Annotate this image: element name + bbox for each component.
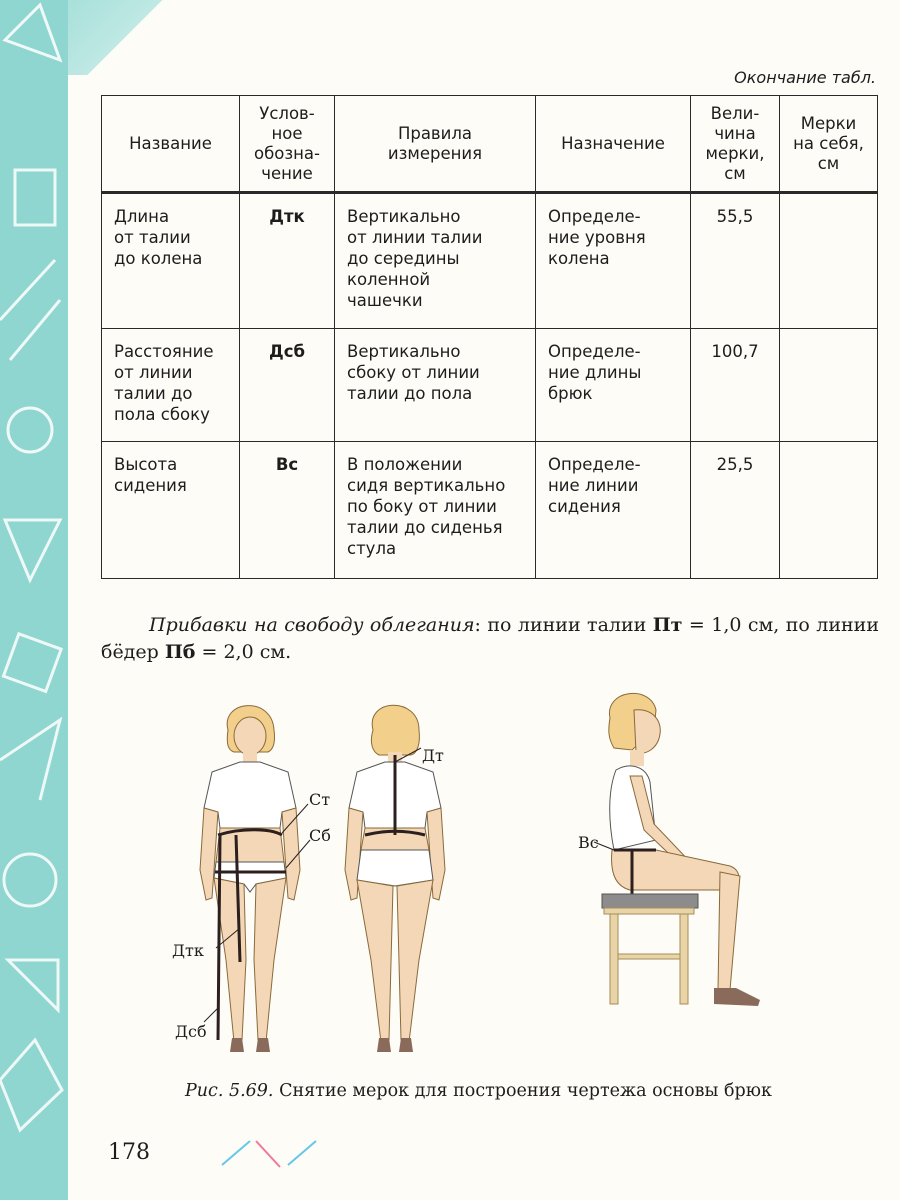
table-row	[102, 329, 878, 442]
cell-rule: Вертикально от линии талии до середины коленной чашечки	[335, 193, 536, 329]
decorative-corner-band	[68, 0, 163, 75]
decorative-slash-lines-icon	[220, 1135, 330, 1175]
cell-purpose: Определе- ние длины брюк	[536, 329, 691, 442]
cell-rule: В положении сидя вертикально по боку от линии талии до сиденья стула	[335, 442, 536, 579]
figure-caption-text: Снятие мерок для построения чертежа основы брюк	[273, 1081, 772, 1101]
measurement-figure-illustration	[150, 690, 830, 1070]
cell-code: Вс	[240, 442, 335, 579]
header-value: Вели- чина мерки, см	[691, 96, 780, 193]
table-row	[102, 442, 878, 579]
header-name: Название	[102, 96, 240, 193]
sitting-figure	[594, 693, 760, 1006]
cell-value: 100,7	[691, 329, 780, 442]
table-row	[102, 193, 878, 329]
label-dtk: Дтк	[172, 941, 204, 960]
allowance-text-3: = 2,0 см.	[195, 641, 292, 663]
cell-name: Длина от талии до колена	[102, 193, 240, 329]
cell-code: Дтк	[240, 193, 335, 329]
header-own: Мерки на себя, см	[780, 96, 878, 193]
cell-purpose: Определе- ние уровня колена	[536, 193, 691, 329]
figure-caption	[185, 1081, 772, 1101]
cell-purpose: Определе- ние линии сидения	[536, 442, 691, 579]
cell-value: 55,5	[691, 193, 780, 329]
cell-own[interactable]	[780, 442, 878, 579]
page-number: 178	[108, 1140, 150, 1165]
label-sb: Сб	[309, 826, 331, 845]
allowance-text-2: = 1,0 см, по линии бёдер	[101, 614, 880, 663]
cell-own[interactable]	[780, 329, 878, 442]
cell-name: Расстояние от линии талии до пола сбоку	[102, 329, 240, 442]
geometric-pattern-icon	[0, 0, 68, 1200]
cell-name: Высота сидения	[102, 442, 240, 579]
cell-own[interactable]	[780, 193, 878, 329]
figure-caption-number: Рис. 5.69.	[185, 1081, 274, 1101]
allowance-paragraph	[101, 612, 879, 666]
decorative-side-strip	[0, 0, 68, 1200]
pb-label: Пб	[164, 641, 196, 663]
table-header-row	[102, 96, 878, 193]
allowance-text-1: : по линии талии	[474, 614, 653, 636]
header-purpose: Назначение	[536, 96, 691, 193]
measurements-table	[101, 95, 878, 579]
label-vs: Вс	[578, 833, 599, 852]
front-figure	[200, 706, 310, 1052]
cell-value: 25,5	[691, 442, 780, 579]
allowance-lead: Прибавки на свободу облегания	[149, 614, 475, 636]
label-st: Ст	[309, 790, 331, 809]
pt-label: Пт	[652, 614, 683, 636]
table-continuation-caption: Окончание табл.	[734, 68, 876, 87]
cell-code: Дсб	[240, 329, 335, 442]
label-dt: Дт	[422, 746, 444, 765]
label-dsb: Дсб	[175, 1022, 207, 1041]
header-code: Услов- ное обозна- чение	[240, 96, 335, 193]
header-rule: Правила измерения	[335, 96, 536, 193]
cell-rule: Вертикально сбоку от линии талии до пола	[335, 329, 536, 442]
